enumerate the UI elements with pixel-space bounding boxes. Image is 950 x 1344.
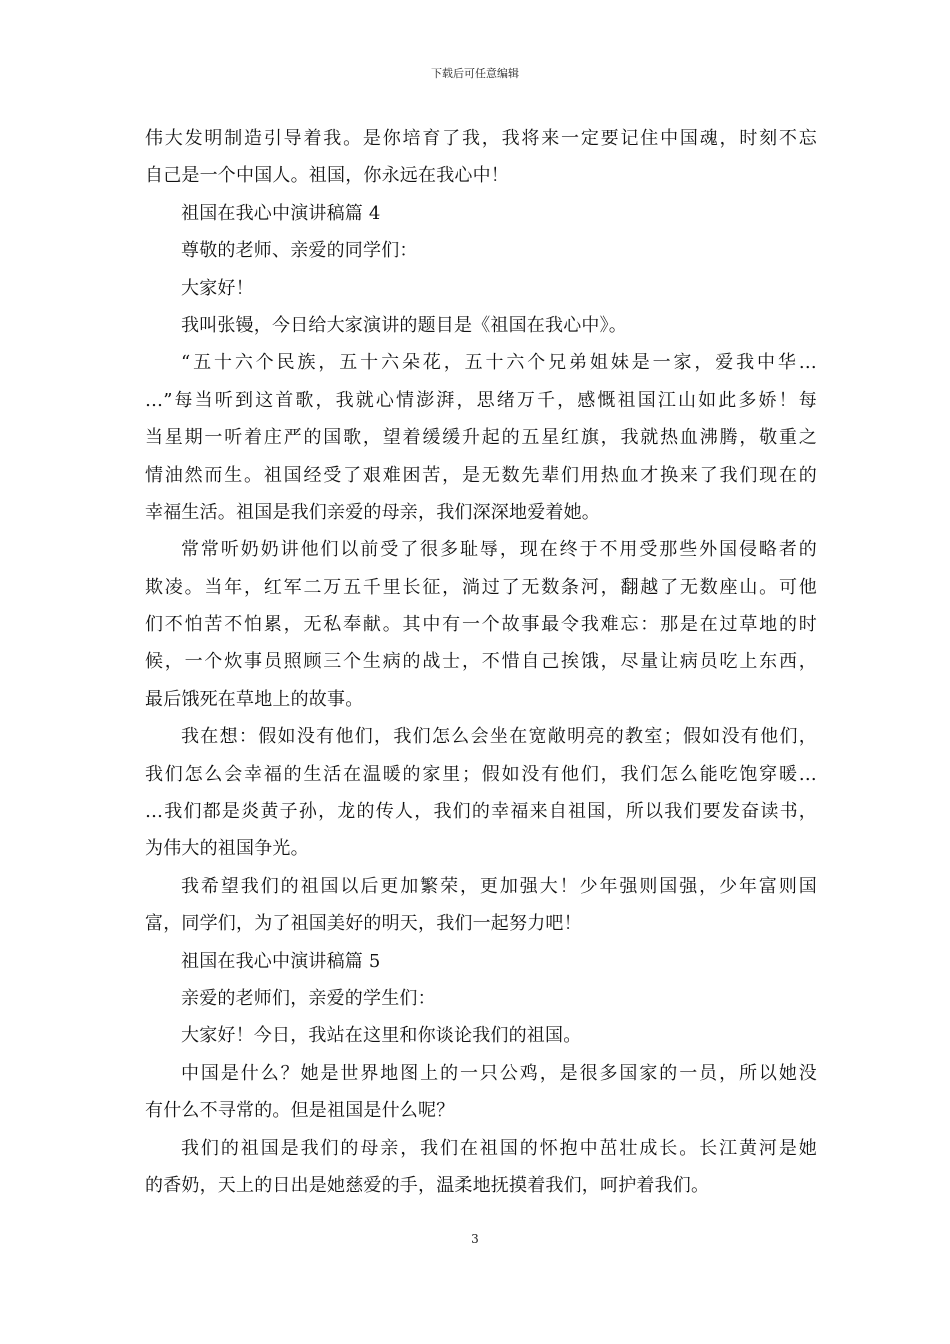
text-line: 为伟大的祖国争光。 <box>145 838 309 860</box>
document-body <box>145 120 817 1204</box>
text-line: 情油然而生。祖国经受了艰难困苦，是无数先辈们用热血才换来了我们现在的 <box>145 464 817 486</box>
page-header: 下载后可任意编辑 <box>431 67 519 80</box>
text-line: 大家好！ <box>181 277 254 299</box>
text-line: 有什么不寻常的。但是祖国是什么呢？ <box>145 1100 455 1122</box>
text-line: …”每当听到这首歌，我就心情澎湃，思绪万千，感慨祖国江山如此多娇！每 <box>145 389 817 411</box>
text-line: 尊敬的老师、亲爱的同学们： <box>181 240 418 262</box>
text-line: 候，一个炊事员照顾三个生病的战士，不惜自己挨饿，尽量让病员吃上东西， <box>145 651 817 673</box>
text-line: 欺凌。当年，红军二万五千里长征，淌过了无数条河，翻越了无数座山。可他 <box>145 576 817 598</box>
text-line: 中国是什么？她是世界地图上的一只公鸡，是很多国家的一员，所以她没 <box>181 1062 817 1084</box>
text-line: 们不怕苦不怕累，无私奉献。其中有一个故事最令我难忘：那是在过草地的时 <box>145 614 817 636</box>
text-line: 大家好！今日，我站在这里和你谈论我们的祖国。 <box>181 1025 582 1047</box>
text-line: 亲爱的老师们，亲爱的学生们： <box>181 987 436 1009</box>
text-line: 富，同学们，为了祖国美好的明天，我们一起努力吧！ <box>145 913 582 935</box>
text-line: 祖国在我心中演讲稿篇 4 <box>181 202 381 224</box>
text-line: 最后饿死在草地上的故事。 <box>145 688 364 710</box>
text-line: …我们都是炎黄子孙，龙的传人，我们的幸福来自祖国，所以我们要发奋读书， <box>145 801 817 823</box>
text-line: 常常听奶奶讲他们以前受了很多耻辱，现在终于不用受那些外国侵略者的 <box>181 539 817 561</box>
text-line: 我们的祖国是我们的母亲，我们在祖国的怀抱中茁壮成长。长江黄河是她 <box>181 1137 817 1159</box>
text-line: 我叫张镘，今日给大家演讲的题目是《祖国在我心中》。 <box>181 314 627 336</box>
text-line: 当星期一听着庄严的国歌，望着缓缓升起的五星红旗，我就热血沸腾，敬重之 <box>145 427 817 449</box>
text-line: 的香奶，天上的日出是她慈爱的手，温柔地抚摸着我们，呵护着我们。 <box>145 1174 710 1196</box>
text-line: 自己是一个中国人。祖国，你永远在我心中！ <box>145 165 509 187</box>
text-line: 祖国在我心中演讲稿篇 5 <box>181 950 381 972</box>
text-line: 伟大发明制造引导着我。是你培育了我，我将来一定要记住中国魂，时刻不忘 <box>145 128 817 149</box>
text-line: 幸福生活。祖国是我们亲爱的母亲，我们深深地爱着她。 <box>145 501 600 523</box>
page-number: 3 <box>471 1232 479 1246</box>
text-line: 我在想：假如没有他们，我们怎么会坐在宽敞明亮的教室；假如没有他们， <box>181 726 817 748</box>
text-line: 我希望我们的祖国以后更加繁荣，更加强大！少年强则国强，少年富则国 <box>181 875 817 897</box>
text-line: 我们怎么会幸福的生活在温暖的家里；假如没有他们，我们怎么能吃饱穿暖… <box>145 763 817 785</box>
text-line: “五十六个民族，五十六朵花，五十六个兄弟姐妹是一家，爱我中华… <box>181 352 817 374</box>
